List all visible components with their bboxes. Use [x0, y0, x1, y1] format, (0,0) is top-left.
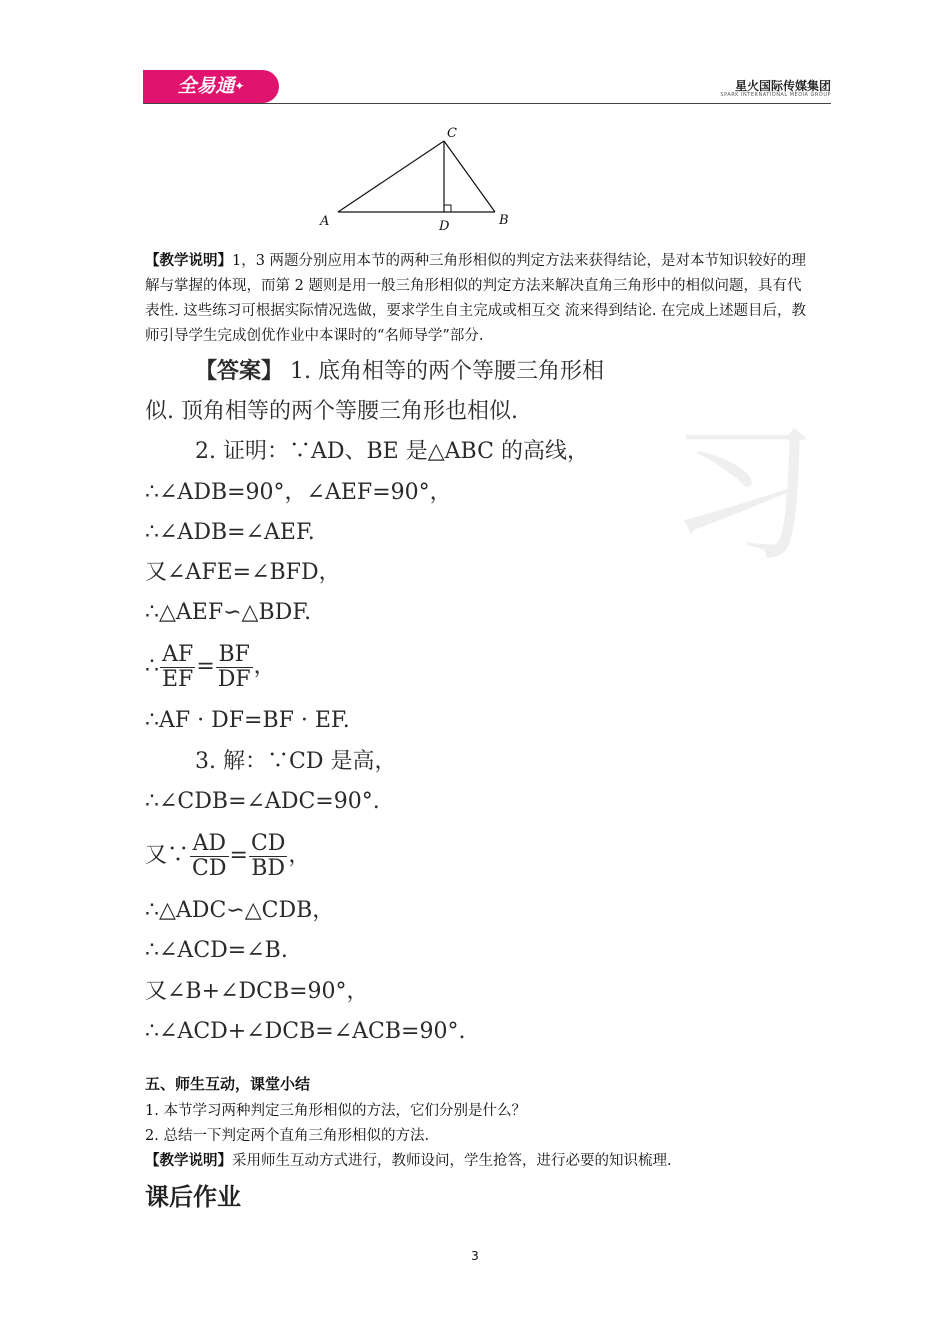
- answer-q2-fraction-line: [145, 639, 276, 695]
- watermark: 习: [668, 408, 819, 582]
- answer-q2-line: ∴∠ADB=90°，∠AEF=90°，: [145, 480, 452, 505]
- answer-q3-line: ∴∠ACD+∠DCB=∠ACB=90°.: [145, 1019, 466, 1044]
- numerator: CD: [250, 830, 286, 856]
- fraction: [249, 832, 287, 881]
- answer-q2-line: 又∠AFE=∠BFD，: [145, 560, 341, 585]
- brand-name: 星火国际传媒集团: [734, 79, 831, 93]
- fraction-suffix: ，: [288, 843, 311, 868]
- teaching-note-tag: 【教学说明】: [145, 1153, 232, 1169]
- page-header: [143, 68, 831, 104]
- answer-q2-head: 2. 证明：∵AD、BE 是△ABC 的高线，: [195, 439, 589, 464]
- fraction: [160, 643, 195, 692]
- segment-cb: [444, 141, 495, 212]
- label-c: C: [447, 126, 457, 141]
- label-a: A: [320, 214, 330, 229]
- fraction: [216, 643, 253, 692]
- answer-q3-line: ∴△ADC∽△CDB，: [145, 898, 335, 923]
- label-d: D: [439, 219, 450, 234]
- fraction-suffix: ，: [253, 654, 276, 679]
- triangle-figure: [318, 124, 518, 232]
- logo-text: 全易通: [177, 75, 235, 97]
- answer-q2-line: ∴AF · DF=BF · EF.: [145, 708, 350, 733]
- right-angle-mark: [444, 205, 451, 212]
- answer-q3-head: 3. 解：∵CD 是高，: [195, 749, 397, 774]
- fraction-prefix: 又∵: [145, 843, 190, 868]
- numerator: BF: [216, 643, 253, 668]
- summary-question-2: 2. 总结一下判定两个直角三角形相似的方法.: [145, 1128, 430, 1144]
- answer-q1-line2: 似. 顶角相等的两个等腰三角形也相似.: [145, 399, 518, 424]
- equals-sign: =: [229, 843, 248, 868]
- answer-q3-line: ∴∠CDB=∠ADC=90°.: [145, 789, 380, 814]
- answer-q3-fraction-line: [145, 828, 310, 884]
- section-title: 五、师生互动，课堂小结: [145, 1075, 311, 1093]
- label-b: B: [499, 213, 509, 228]
- denominator: BD: [251, 855, 286, 881]
- fraction-prefix: ∴: [145, 654, 159, 679]
- numerator: AF: [160, 643, 195, 668]
- star-icon: ✦: [234, 79, 245, 93]
- equals-sign: =: [196, 654, 215, 679]
- logo: [143, 70, 279, 103]
- segment-ac: [338, 141, 444, 212]
- answer-q1-line1: [195, 352, 604, 392]
- homework-title: 课后作业: [145, 1183, 241, 1211]
- summary-question-1: 1. 本节学习两种判定三角形相似的方法，它们分别是什么？: [145, 1103, 526, 1119]
- teaching-note-tag: 【教学说明】: [145, 253, 232, 269]
- page-number: 3: [471, 1249, 479, 1263]
- denominator: CD: [192, 855, 227, 881]
- teaching-note: [145, 249, 810, 349]
- answer-q3-line: 又∠B+∠DCB=90°，: [145, 979, 369, 1004]
- teaching-note-text: 1，3 两题分别应用本节的两种三角形相似的判定方法来获得结论，是对本节知识较好的理解与掌握的体现，而第 2 题则是用一般三角形相似的判定方法来解决直角三角形中的相似问题，具有代表性. 这些练习可根据实际情况选做，要求学生自主完成或相互交 流来得到结论. 在完成上述题目后，教师引导学生完成创优作业中本课时的“名师导学”部分.: [145, 253, 807, 344]
- answer-q1-text: 1. 底角相等的两个等腰三角形相: [290, 359, 604, 384]
- denominator: DF: [217, 666, 251, 692]
- answer-q2-line: ∴△AEF∽△BDF.: [145, 600, 312, 625]
- answer-q3-line: ∴∠ACD=∠B.: [145, 938, 288, 963]
- answer-q2-line: ∴∠ADB=∠AEF.: [145, 520, 315, 545]
- teaching-note-text: 采用师生互动方式进行，教师设问，学生抢答，进行必要的知识梳理.: [232, 1153, 672, 1169]
- brand-name-en: SPARK INTERNATIONAL MEDIA GROUP: [720, 92, 831, 98]
- denominator: EF: [162, 666, 194, 692]
- teaching-note-2: [145, 1149, 672, 1170]
- numerator: AD: [190, 832, 228, 857]
- fraction: [190, 832, 228, 881]
- header-divider: [143, 103, 831, 104]
- answer-tag: 【答案】: [195, 359, 284, 384]
